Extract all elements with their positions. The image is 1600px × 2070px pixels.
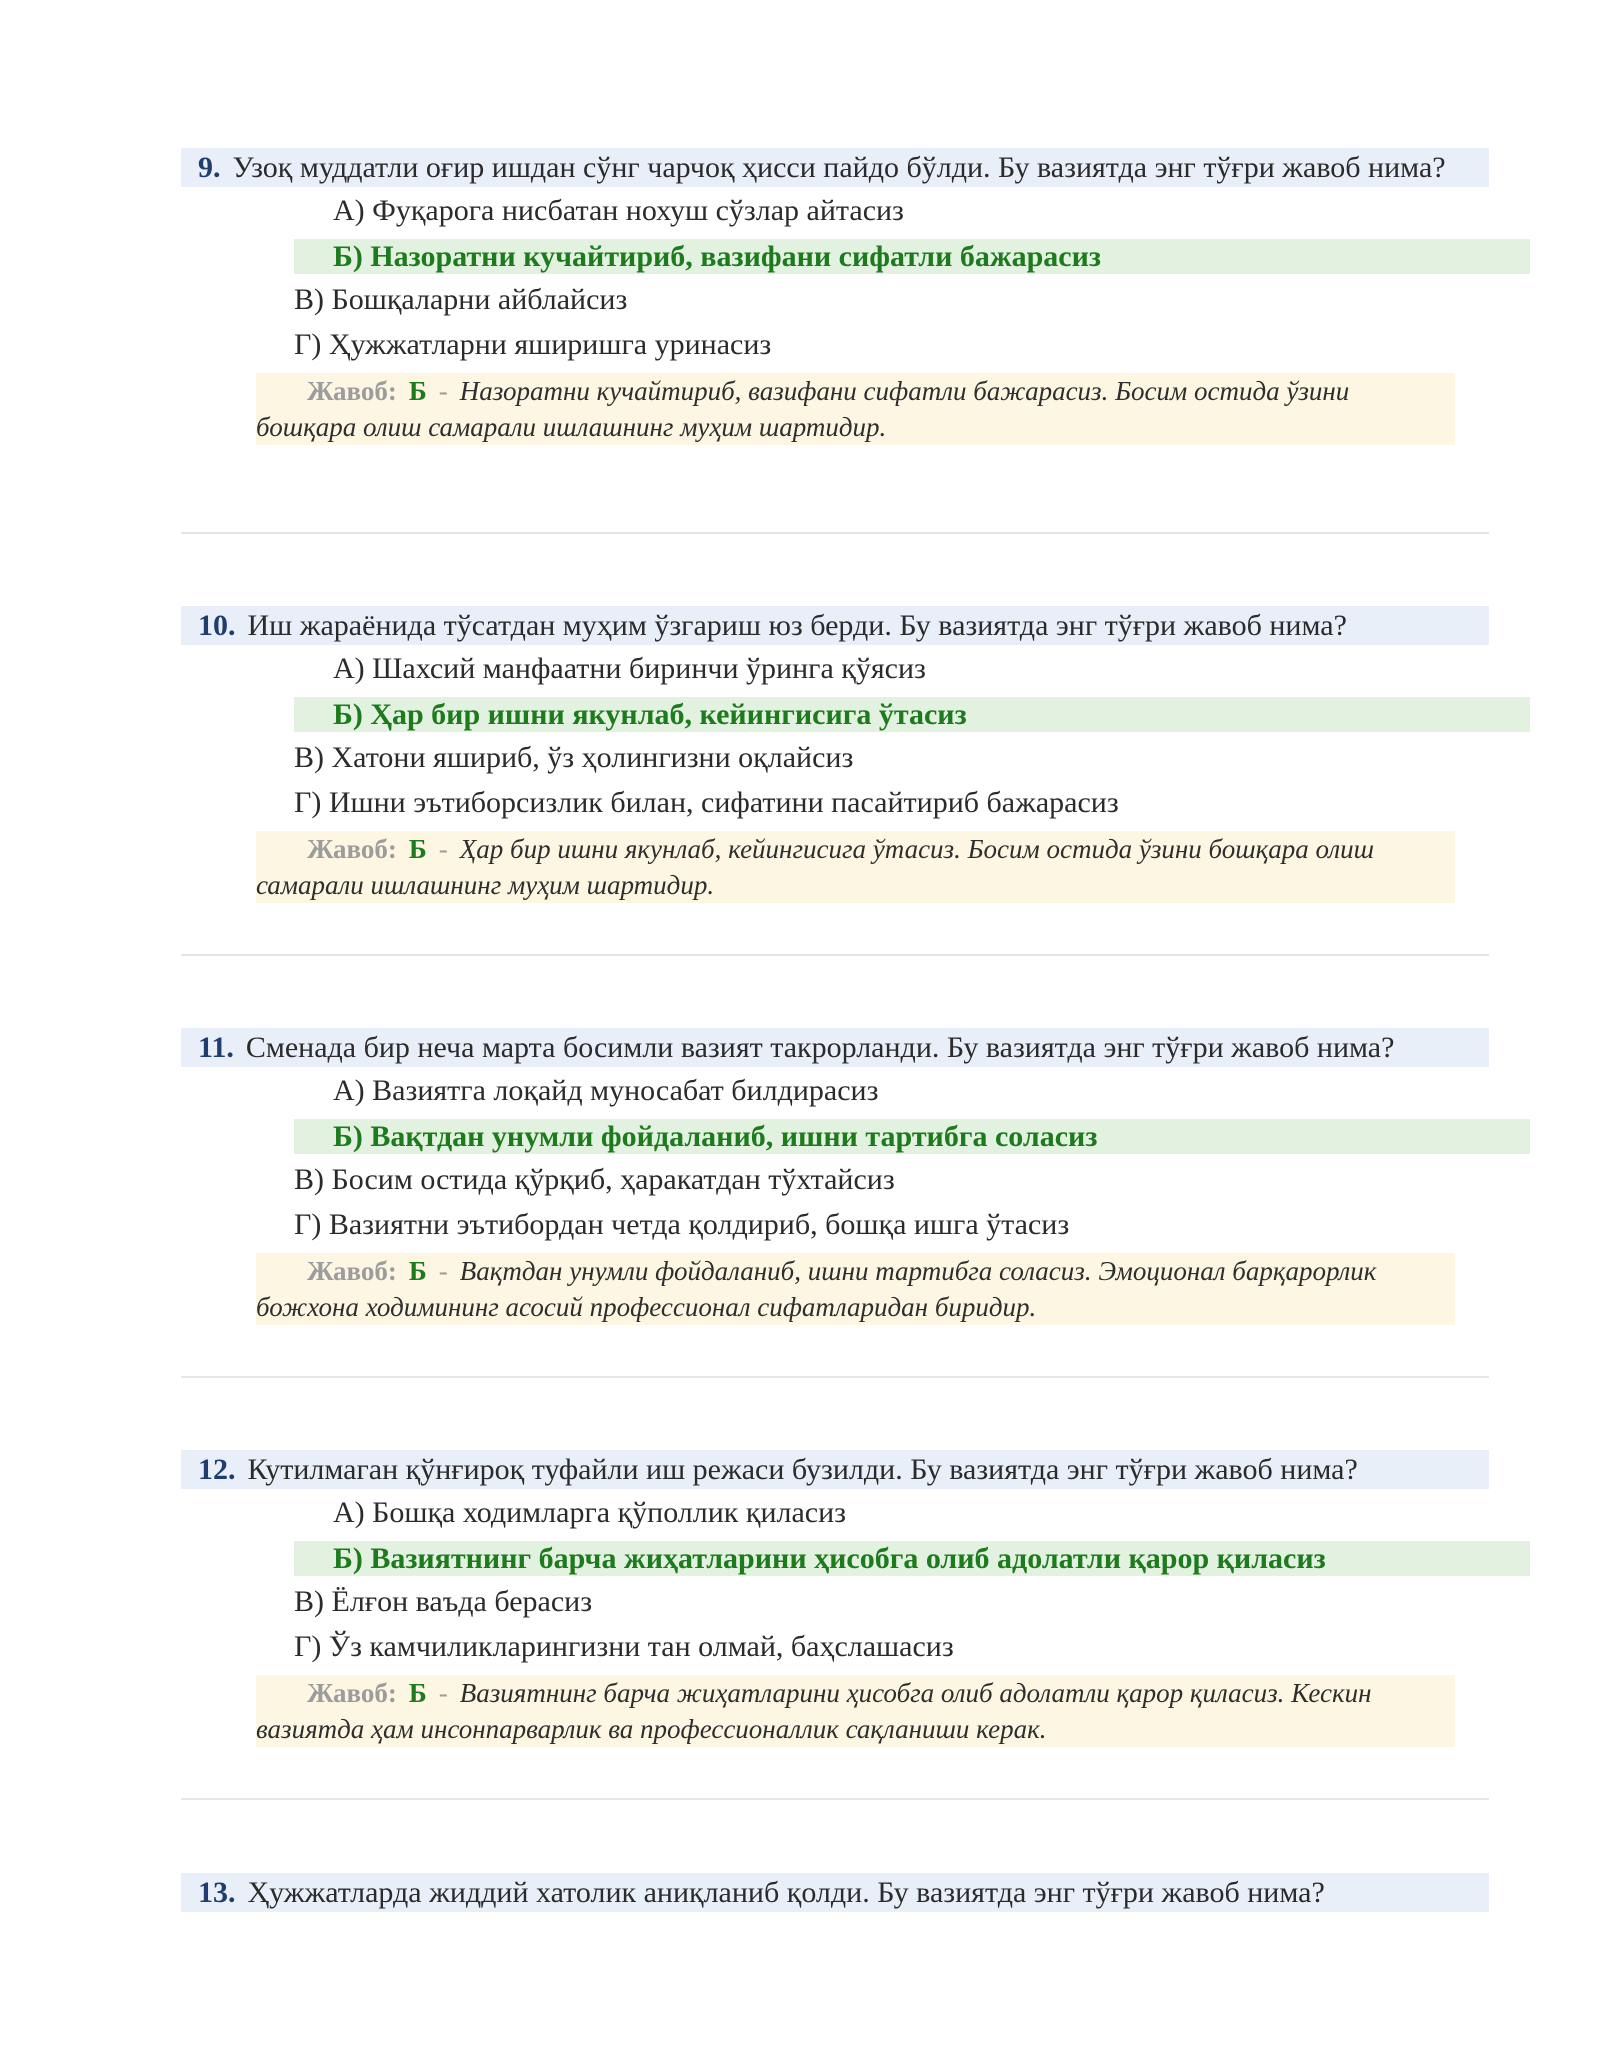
question-block-10	[181, 606, 1489, 903]
option-b-correct: Б) Назоратни кучайтириб, вазифани сифатли бажарасиз	[294, 239, 1530, 274]
question-number: 11.	[198, 1031, 234, 1064]
question-12	[181, 1450, 1489, 1489]
option-v: В) Ёлғон ваъда берасиз	[294, 1585, 593, 1618]
answer-dash: -	[438, 376, 448, 406]
section-divider	[181, 954, 1489, 956]
option-a: А) Шахсий манфаатни биринчи ўринга қўясиз	[333, 652, 926, 685]
question-block-12	[181, 1450, 1489, 1747]
answer-letter: Б	[408, 1256, 427, 1286]
question-number: 10.	[198, 609, 236, 642]
option-g: Г) Вазиятни эътибордан четда қолдириб, бошқа ишга ўтасиз	[294, 1207, 1070, 1241]
answer-label: Жавоб:	[307, 376, 397, 406]
option-g: Г) Ишни эътиборсизлик билан, сифатини пасайтириб бажарасиз	[294, 785, 1119, 819]
answer-text: Назоратни кучайтириб, вазифани сифатли бажарасиз. Босим остида ўзини бошқара олиш самарали ишлашнинг муҳим шартидир.	[256, 376, 1350, 442]
answer-explanation	[256, 1253, 1455, 1325]
answer-label: Жавоб:	[307, 1678, 397, 1708]
section-divider	[181, 1376, 1489, 1378]
question-number: 12.	[198, 1453, 236, 1486]
question-11	[181, 1028, 1489, 1067]
question-number: 9.	[198, 151, 221, 184]
answer-letter: Б	[408, 376, 427, 406]
option-g: Г) Ҳужжатларни яширишга уринасиз	[294, 327, 772, 361]
question-text: Узоқ муддатли оғир ишдан сўнг чарчоқ ҳисси пайдо бўлди. Бу вазиятда энг тўғри жавоб нима?	[232, 151, 1446, 184]
question-10	[181, 606, 1489, 645]
question-text: Ҳужжатларда жиддий хатолик аниқланиб қолди. Бу вазиятда энг тўғри жавоб нима?	[247, 1876, 1325, 1909]
question-block-13	[181, 1873, 1489, 1912]
option-a: А) Бошқа ходимларга қўполлик қиласиз	[333, 1496, 847, 1529]
answer-dash: -	[438, 834, 448, 864]
section-divider	[181, 1798, 1489, 1800]
option-v: В) Босим остида қўрқиб, ҳаракатдан тўхтайсиз	[294, 1163, 895, 1196]
question-9	[181, 148, 1489, 187]
option-b-correct: Б) Вақтдан унумли фойдаланиб, ишни тартибга соласиз	[294, 1119, 1530, 1154]
answer-text: Вақтдан унумли фойдаланиб, ишни тартибга соласиз. Эмоционал барқарорлик божхона ходимининг асосий профессионал сифатларидан биридир.	[256, 1256, 1377, 1322]
answer-dash: -	[438, 1678, 448, 1708]
question-text: Кутилмаган қўнғироқ туфайли иш режаси бузилди. Бу вазиятда энг тўғри жавоб нима?	[247, 1453, 1358, 1486]
option-v: В) Хатони яшириб, ўз ҳолингизни оқлайсиз	[294, 741, 854, 774]
answer-text: Ҳар бир ишни якунлаб, кейингисига ўтасиз. Босим остида ўзини бошқара олиш самарали ишлашнинг муҳим шартидир.	[256, 834, 1374, 900]
option-b-correct: Б) Ҳар бир ишни якунлаб, кейингисига ўтасиз	[294, 697, 1530, 732]
question-text: Иш жараёнида тўсатдан муҳим ўзгариш юз берди. Бу вазиятда энг тўғри жавоб нима?	[247, 609, 1347, 642]
answer-letter: Б	[408, 1678, 427, 1708]
answer-text: Вазиятнинг барча жиҳатларини ҳисобга олиб адолатли қарор қиласиз. Кескин вазиятда ҳам инсонпарварлик ва профессионаллик сақланиши керак.	[256, 1678, 1372, 1744]
question-number: 13.	[198, 1876, 236, 1909]
question-block-9	[181, 148, 1489, 445]
question-text: Сменада бир неча марта босимли вазият такрорланди. Бу вазиятда энг тўғри жавоб нима?	[245, 1031, 1395, 1064]
option-b-correct: Б) Вазиятнинг барча жиҳатларини ҳисобга олиб адолатли қарор қиласиз	[294, 1541, 1530, 1576]
answer-explanation	[256, 831, 1455, 903]
question-13	[181, 1873, 1489, 1912]
section-divider	[181, 532, 1489, 534]
option-v: В) Бошқаларни айблайсиз	[294, 283, 628, 316]
answer-label: Жавоб:	[307, 834, 397, 864]
answer-dash: -	[438, 1256, 448, 1286]
answer-explanation	[256, 1675, 1455, 1747]
question-block-11	[181, 1028, 1489, 1325]
answer-label: Жавоб:	[307, 1256, 397, 1286]
option-g: Г) Ўз камчиликларингизни тан олмай, баҳслашасиз	[294, 1629, 954, 1663]
answer-letter: Б	[408, 834, 427, 864]
answer-explanation	[256, 373, 1455, 445]
option-a: А) Вазиятга лоқайд муносабат билдирасиз	[333, 1074, 879, 1107]
option-a: А) Фуқарога нисбатан нохуш сўзлар айтасиз	[333, 194, 904, 227]
